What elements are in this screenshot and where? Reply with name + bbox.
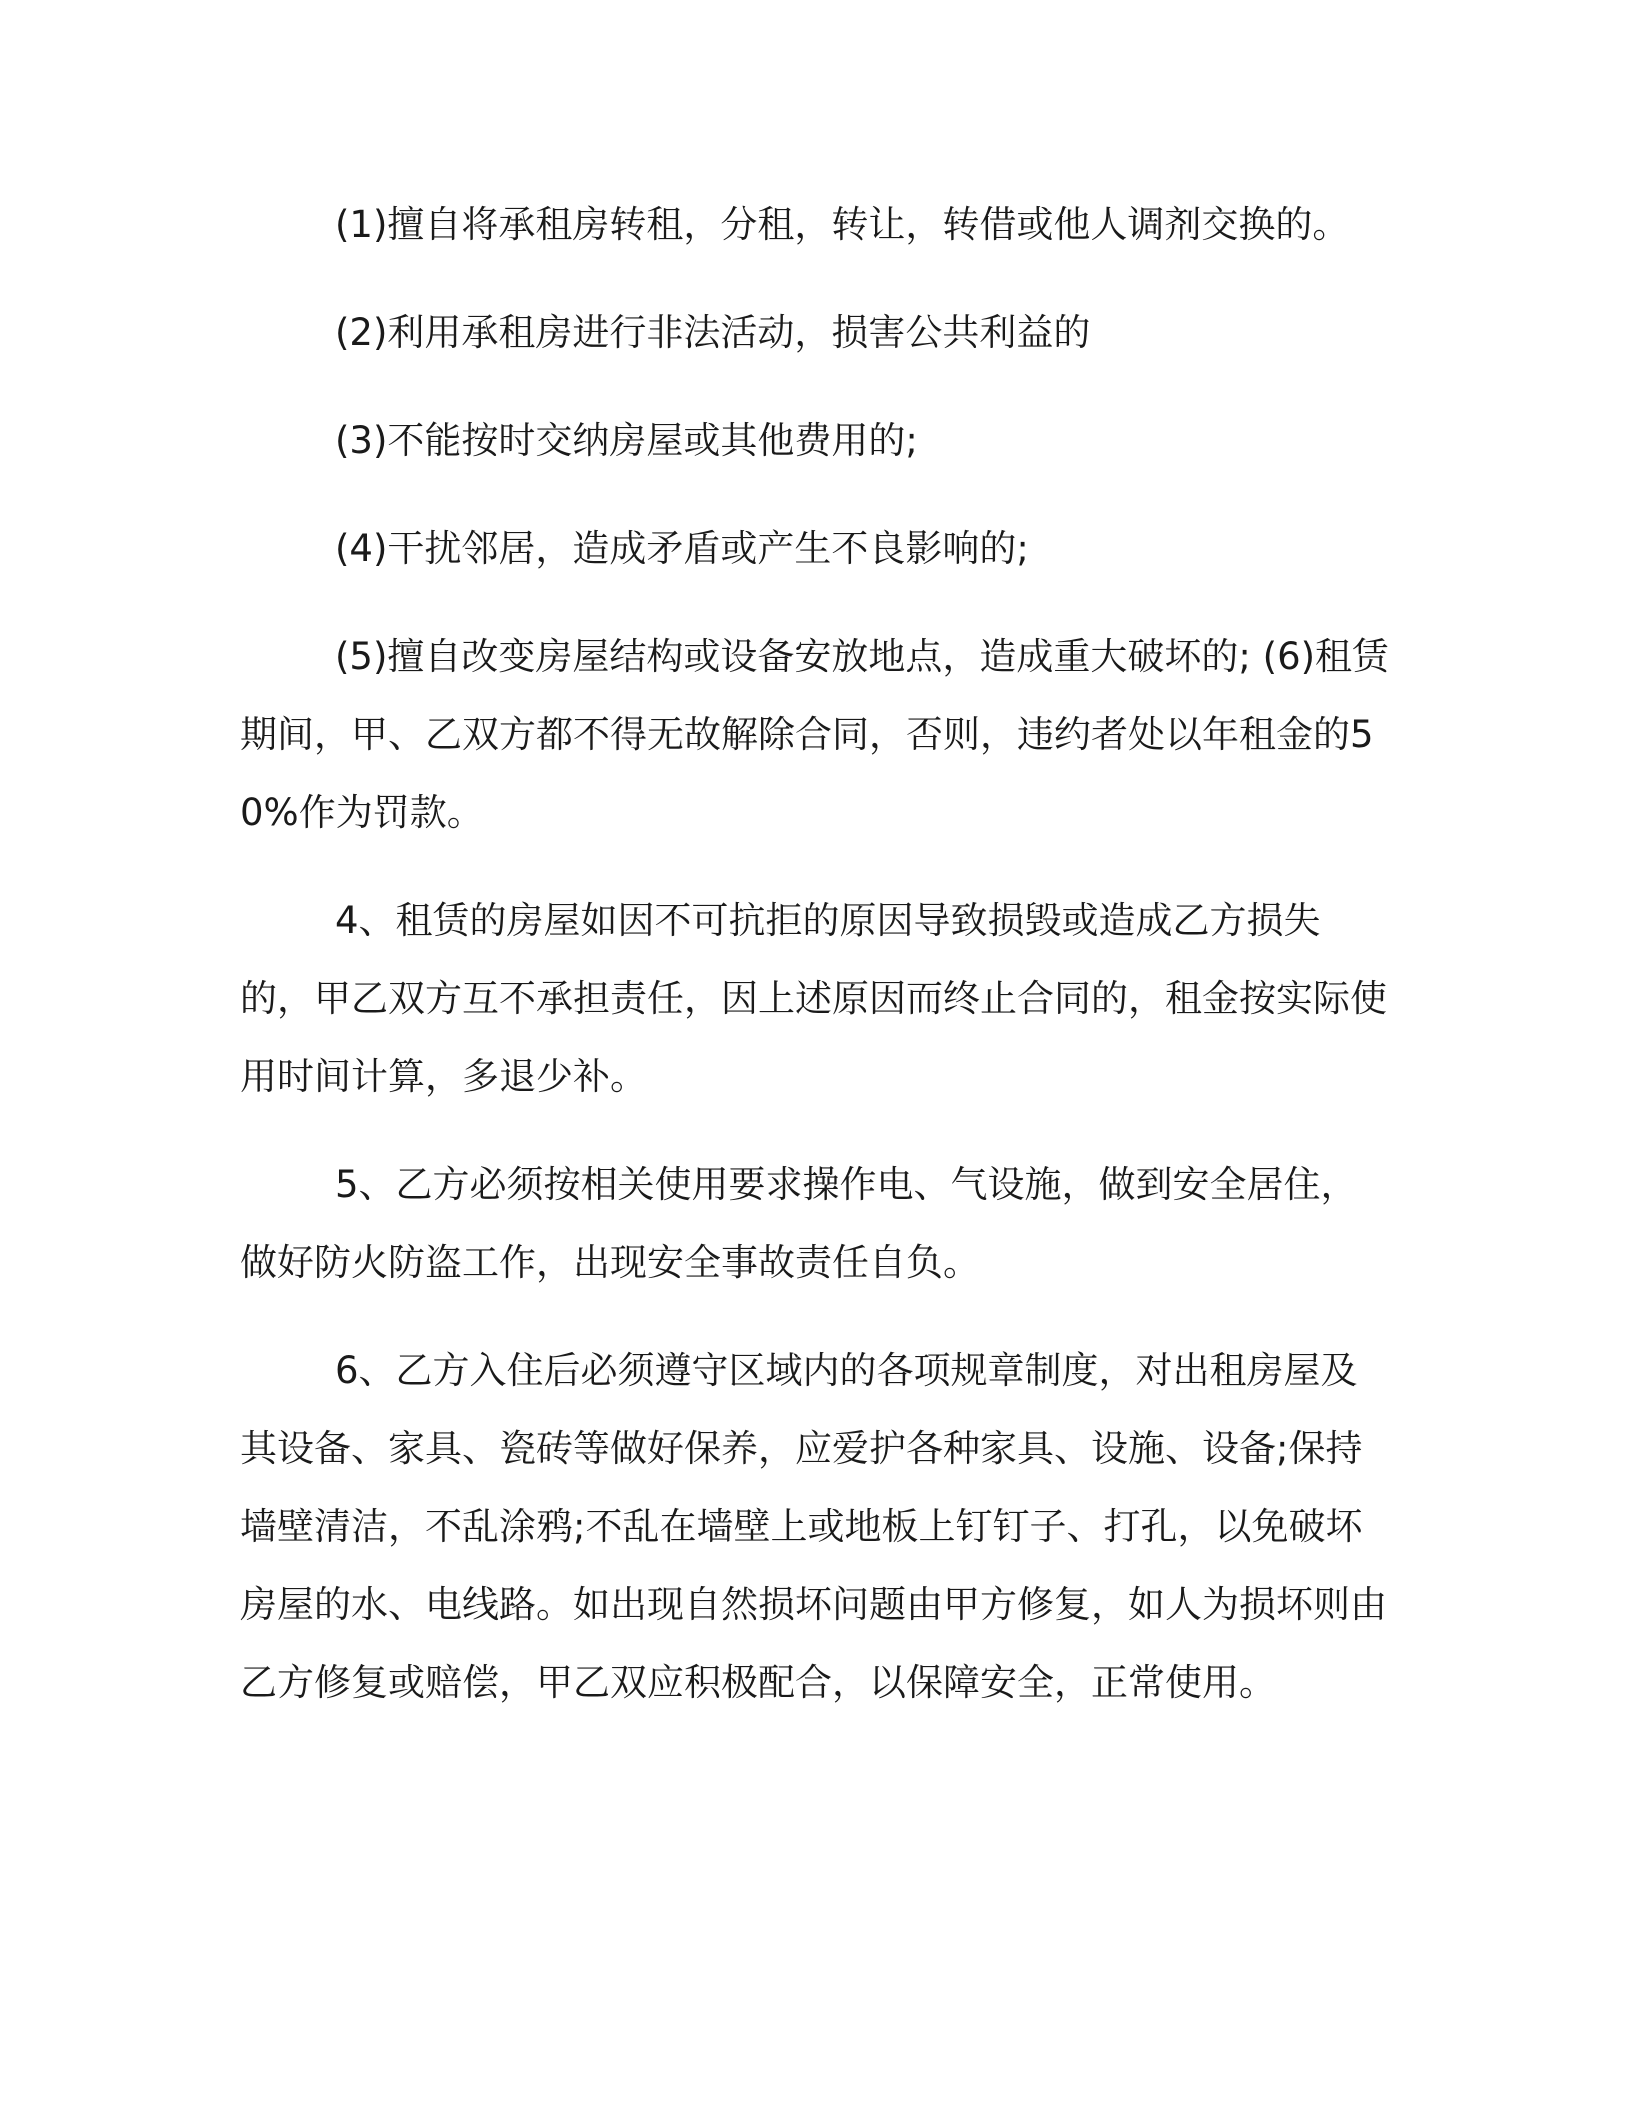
article-4: 4、租赁的房屋如因不可抗拒的原因导致损毁或造成乙方损失的，甲乙双方互不承担责任，因上述原因而终止合同的，租金按实际使用时间计算，多退少补。 bbox=[240, 899, 1387, 1098]
clause-2: (2)利用承租房进行非法活动，损害公共利益的 bbox=[335, 311, 1091, 354]
clause-1: (1)擅自将承租房转租，分租，转让，转借或他人调剂交换的。 bbox=[335, 203, 1350, 246]
clause-5-and-6: (5)擅自改变房屋结构或设备安放地点，造成重大破坏的; (6)租赁期间，甲、乙双方都不得无故解除合同，否则，违约者处以年租金的50%作为罚款。 bbox=[240, 635, 1390, 834]
clause-3: (3)不能按时交纳房屋或其他费用的; bbox=[335, 419, 918, 462]
article-6: 6、乙方入住后必须遵守区域内的各项规章制度，对出租房屋及其设备、家具、瓷砖等做好保养，应爱护各种家具、设施、设备;保持墙壁清洁，不乱涂鸦;不乱在墙壁上或地板上钉钉子、打孔，以免破坏房屋的水、电线路。如出现自然损坏问题由甲方修复，如人为损坏则由乙方修复或赔偿，甲乙双应积极配合，以保障安全，正常使用。 bbox=[240, 1349, 1387, 1704]
article-5: 5、乙方必须按相关使用要求操作电、气设施，做到安全居住，做好防火防盗工作，出现安全事故责任自负。 bbox=[240, 1163, 1358, 1284]
document-body bbox=[240, 186, 1392, 1752]
clause-4: (4)干扰邻居，造成矛盾或产生不良影响的; bbox=[335, 527, 1029, 570]
